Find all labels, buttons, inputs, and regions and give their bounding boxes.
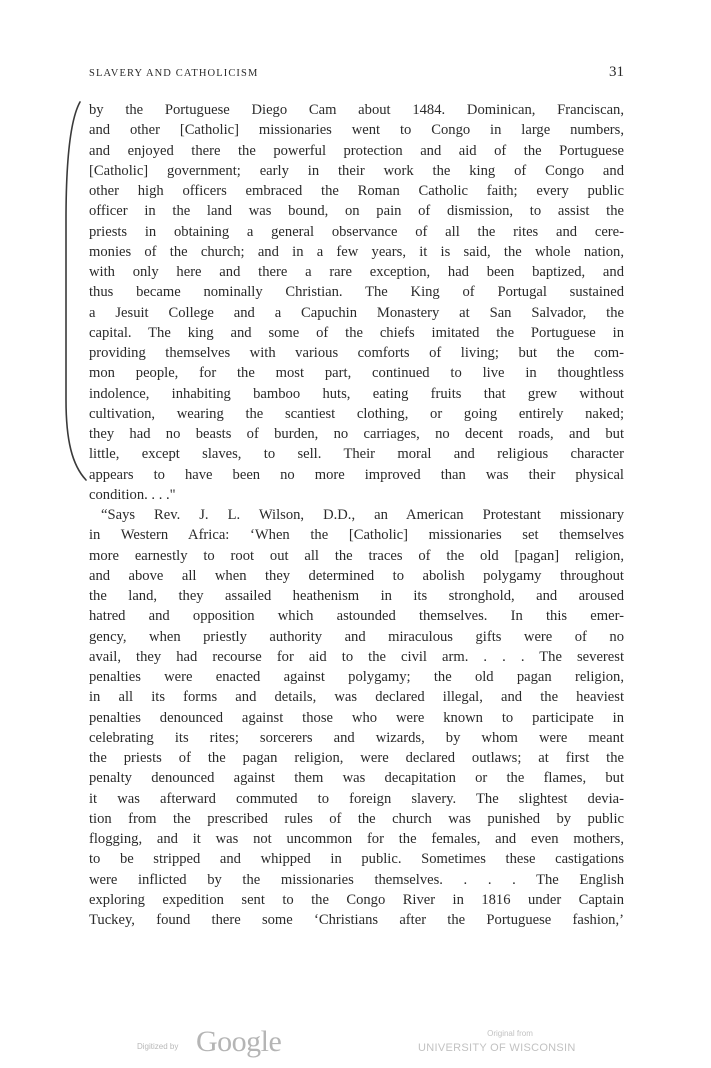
digitized-by-label: Digitized by xyxy=(137,1042,179,1051)
text-line: avail, they had recourse for aid to the civil arm. . . . The severest xyxy=(89,648,624,665)
text-line: appears to have been no more improved than was their physical xyxy=(89,466,624,483)
text-line: flogging, and it was not uncommon for the females, and even mothers, xyxy=(89,831,624,847)
text-line: capital. The king and some of the chiefs imitated the Portuguese in xyxy=(89,324,624,341)
text-line: Tuckey, found there some ‘Christians after the Portuguese fashion,’ xyxy=(89,912,624,928)
text-line: penalties denounced against those who were known to participate in xyxy=(89,709,624,726)
google-logo: Google xyxy=(196,1025,282,1058)
text-line: cultivation, wearing the scantiest clothing, or going entirely naked; xyxy=(89,405,624,422)
text-line: were inflicted by the missionaries themselves. . . . The English xyxy=(89,871,624,888)
digitization-footer xyxy=(0,1020,711,1068)
text-line: the land, they assailed heathenism in its stronghold, and aroused xyxy=(89,588,624,604)
text-line: by the Portuguese Diego Cam about 1484. Dominican, Franciscan, xyxy=(89,102,624,118)
text-line: hatred and opposition which astounded themselves. In this emer- xyxy=(89,608,624,625)
text-line: mon people, for the most part, continued to live in thoughtless xyxy=(89,365,624,382)
text-line: officer in the land was bound, on pain of dismission, to assist the xyxy=(89,203,624,220)
text-line: exploring expedition sent to the Congo River in 1816 under Captain xyxy=(89,891,624,908)
text-line: little, except slaves, to sell. Their moral and religious character xyxy=(89,446,624,463)
text-line: in Western Africa: ‘When the [Catholic] missionaries set themselves xyxy=(89,527,624,544)
university-label: UNIVERSITY OF WISCONSIN xyxy=(418,1042,576,1054)
text-line: penalty denounced against them was decapitation or the flames, but xyxy=(89,770,624,787)
text-line: priests in obtaining a general observance of all the rites and cere- xyxy=(89,223,624,240)
text-line: indolence, inhabiting bamboo huts, eating fruits that grew without xyxy=(89,385,624,402)
text-line: penalties were enacted against polygamy; the old pagan religion, xyxy=(89,669,624,685)
text-line: in all its forms and details, was declared illegal, and the heaviest xyxy=(89,689,624,706)
text-line: condition. . . ." xyxy=(89,486,176,503)
text-line: other high officers embraced the Roman Catholic faith; every public xyxy=(89,183,624,199)
running-title: SLAVERY AND CATHOLICISM xyxy=(89,68,259,79)
text-line: to be stripped and whipped in public. Sometimes these castigations xyxy=(89,851,624,868)
text-line: it was afterward commuted to foreign slavery. The slightest devia- xyxy=(89,790,624,807)
text-line: a Jesuit College and a Capuchin Monastery at San Salvador, the xyxy=(89,304,624,321)
text-line: and above all when they determined to abolish polygamy throughout xyxy=(89,567,624,584)
text-line: with only here and there a rare exception, had been baptized, and xyxy=(89,264,624,280)
running-head xyxy=(89,64,624,81)
text-line: monies of the church; and in a few years, it is said, the whole nation, xyxy=(89,243,624,260)
text-line: they had no beasts of burden, no carriages, no decent roads, and but xyxy=(89,426,624,442)
page-number: 31 xyxy=(609,64,624,80)
text-line: more earnestly to root out all the traces of the old [pagan] religion, xyxy=(89,547,624,564)
text-line: the priests of the pagan religion, were declared outlaws; at first the xyxy=(89,750,624,766)
text-line: and other [Catholic] missionaries went to Congo in large numbers, xyxy=(89,122,624,139)
text-line: gency, when priestly authority and miraculous gifts were of no xyxy=(89,628,624,645)
text-line: “Says Rev. J. L. Wilson, D.D., an American Protestant missionary xyxy=(101,507,624,523)
text-line: celebrating its rites; sorcerers and wizards, by whom were meant xyxy=(89,729,624,746)
text-line: tion from the prescribed rules of the church was punished by public xyxy=(89,810,624,827)
text-line: thus became nominally Christian. The King of Portugal sustained xyxy=(89,284,624,301)
text-line: and enjoyed there the powerful protection and aid of the Portuguese xyxy=(89,142,624,159)
original-from-label: Original from xyxy=(487,1029,533,1038)
body-text xyxy=(89,100,624,930)
text-line: [Catholic] government; early in their work the king of Congo and xyxy=(89,162,624,179)
text-line: providing themselves with various comforts of living; but the com- xyxy=(89,345,624,361)
